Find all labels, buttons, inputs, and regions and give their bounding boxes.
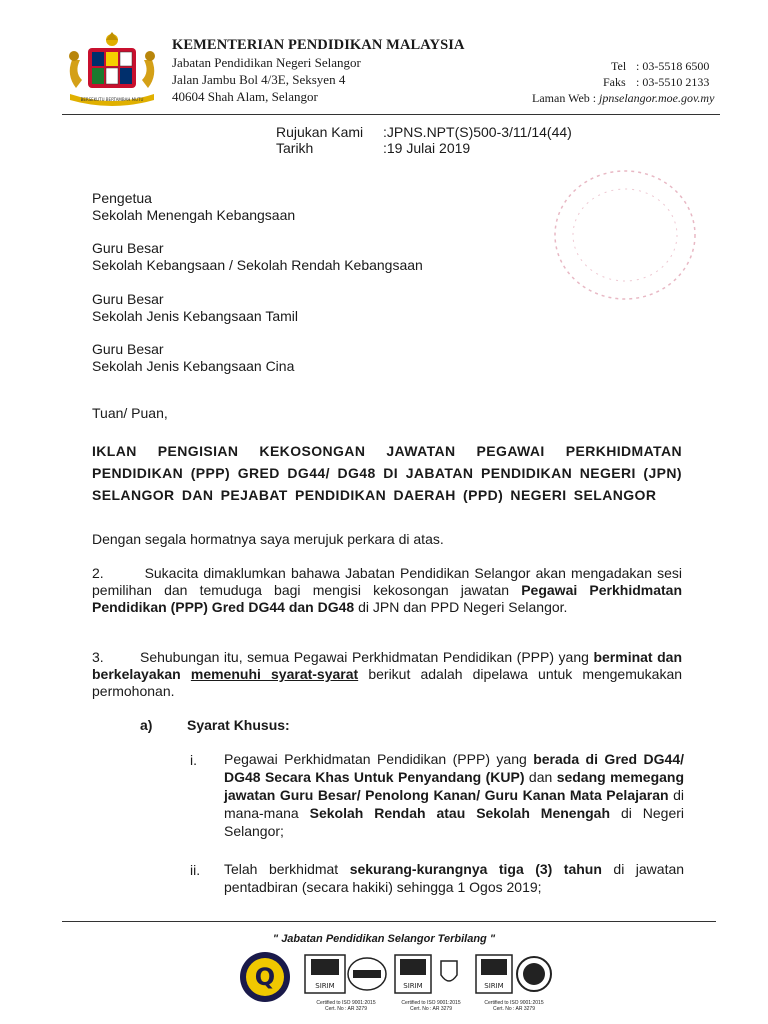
fax-label: Faks [603, 75, 626, 89]
svg-text:BERSEKUTU BERTAMBAH MUTU: BERSEKUTU BERTAMBAH MUTU [80, 97, 144, 102]
subject: IKLAN PENGISIAN KEKOSONGAN JAWATAN PEGAWAI PERKHIDMATAN PENDIDIKAN (PPP) GRED DG44/ DG48 DI JABATAN PENDIDIKAN NEGERI (JPN) SELANGOR DAN PEJABAT PENDIDIKAN DAERAH (PPD) NEGERI SELANGOR [92, 443, 682, 503]
item-i-b2: sedang memegang jawatan Guru Besar/ Penolong Kanan/ Guru Kanan Mata Pelajaran [224, 769, 685, 803]
footer-rule [62, 921, 716, 922]
item-ii-t2: di jawatan pentadbiran (secara hakiki) sehingga 1 Ogos 2019; [224, 861, 685, 895]
faded-stamp [540, 160, 710, 310]
salutation: Tuan/ Puan, [92, 405, 168, 421]
web-label: Laman Web : [532, 91, 597, 105]
ref-value: :JPNS.NPT(S)500-3/11/14(44) [383, 124, 572, 140]
date-label: Tarikh [276, 140, 314, 156]
paragraph-2 [92, 565, 682, 616]
para3-bold1: berminat dan berkelayakan [92, 649, 683, 682]
recipient-1-school: Sekolah Menengah Kebangsaan [92, 207, 296, 223]
recipient-1-title: Pengetua [92, 190, 152, 206]
iqnet-logo [474, 953, 554, 995]
q-quality-logo [238, 950, 292, 1004]
ukas-logo [393, 953, 469, 995]
sirim-text-3: SIRIM [484, 982, 504, 990]
cert-no-1: Cert. No : AR 3279 [325, 1006, 367, 1012]
para2-bold: Pegawai Perkhidmatan Pendidikan (PPP) Gred DG44 dan DG48 [92, 582, 683, 615]
section-a-label: a) [140, 717, 153, 733]
item-i-label: i. [190, 752, 197, 768]
item-i-t4: di Negeri Selangor; [224, 805, 685, 839]
svg-text:Q: Q [254, 963, 276, 991]
item-i-text [224, 750, 684, 840]
cert-block-3 [474, 953, 554, 1013]
item-i-t1: Pegawai Perkhidmatan Pendidikan (PPP) yang [224, 751, 527, 767]
paragraph-3 [92, 649, 682, 700]
cert-block-2 [393, 953, 469, 1013]
address-line1: Jalan Jambu Bol 4/3E, Seksyen 4 [172, 72, 346, 87]
recipient-3-school: Sekolah Jenis Kebangsaan Tamil [92, 308, 298, 324]
ministry-name: KEMENTERIAN PENDIDIKAN MALAYSIA [172, 37, 465, 53]
sirim-quality-logo [303, 953, 389, 995]
tel-label: Tel [611, 59, 627, 73]
item-ii-b1: sekurang-kurangnya tiga (3) tahun [349, 861, 602, 877]
item-i-t3: di mana-mana [224, 787, 685, 821]
cert-no-3: Cert. No : AR 3279 [493, 1006, 535, 1012]
item-ii-text [224, 860, 684, 896]
item-ii-t1: Telah berkhidmat [224, 861, 339, 877]
para3-text2: berikut adalah dipelawa untuk mengemukakan permohonan. [92, 666, 683, 699]
item-i-b1: berada di Gred DG44/ DG48 Secara Khas Untuk Penyandang (KUP) [224, 751, 684, 785]
recipient-2-school: Sekolah Kebangsaan / Sekolah Rendah Kebangsaan [92, 257, 423, 273]
recipient-2-title: Guru Besar [92, 240, 164, 256]
para2-text1: Sukacita dimaklumkan bahawa Jabatan Pendidikan Selangor akan mengadakan sesi pemilihan dan temuduga bagi mengisi kekosongan jawatan [92, 565, 682, 598]
para2-number: 2. [92, 565, 104, 581]
cert-text-3: Certified to ISO 9001:2015 [484, 1000, 544, 1006]
web-value: jpnselangor.moe.gov.my [599, 91, 715, 105]
footer-motto: " Jabatan Pendidikan Selangor Terbilang " [272, 933, 496, 945]
coat-of-arms-logo [62, 30, 162, 108]
sirim-text-2: SIRIM [403, 982, 423, 990]
item-ii-label: ii. [190, 862, 201, 878]
section-a-title: Syarat Khusus: [187, 717, 290, 733]
ref-label: Rujukan Kami [276, 124, 364, 140]
cert-text-2: Certified to ISO 9001:2015 [401, 1000, 461, 1006]
cert-block-1 [303, 953, 389, 1013]
para3-text1: Sehubungan itu, semua Pegawai Perkhidmatan Pendidikan (PPP) yang [139, 649, 589, 665]
para2-text2: di JPN dan PPD Negeri Selangor. [358, 599, 568, 615]
date-value: :19 Julai 2019 [383, 140, 471, 156]
cert-no-2: Cert. No : AR 3279 [410, 1006, 452, 1012]
para3-number: 3. [92, 649, 104, 665]
opening-line: Dengan segala hormatnya saya merujuk perkara di atas. [92, 531, 444, 547]
fax-value: : 03-5510 2133 [636, 75, 710, 89]
recipient-3-title: Guru Besar [92, 291, 164, 307]
department-name: Jabatan Pendidikan Negeri Selangor [172, 55, 361, 70]
header-rule [62, 114, 720, 115]
item-i-t2: dan [528, 769, 553, 785]
tel-value: : 03-5518 6500 [636, 59, 710, 73]
para3-bold-underline: memenuhi syarat-syarat [190, 666, 359, 682]
recipient-4-title: Guru Besar [92, 341, 164, 357]
cert-text-1: Certified to ISO 9001:2015 [316, 1000, 376, 1006]
item-i-b3: Sekolah Rendah atau Sekolah Menengah [309, 805, 611, 821]
address-line2: 40604 Shah Alam, Selangor [172, 89, 318, 104]
recipient-4-school: Sekolah Jenis Kebangsaan Cina [92, 358, 295, 374]
sirim-text-1: SIRIM [315, 982, 335, 990]
